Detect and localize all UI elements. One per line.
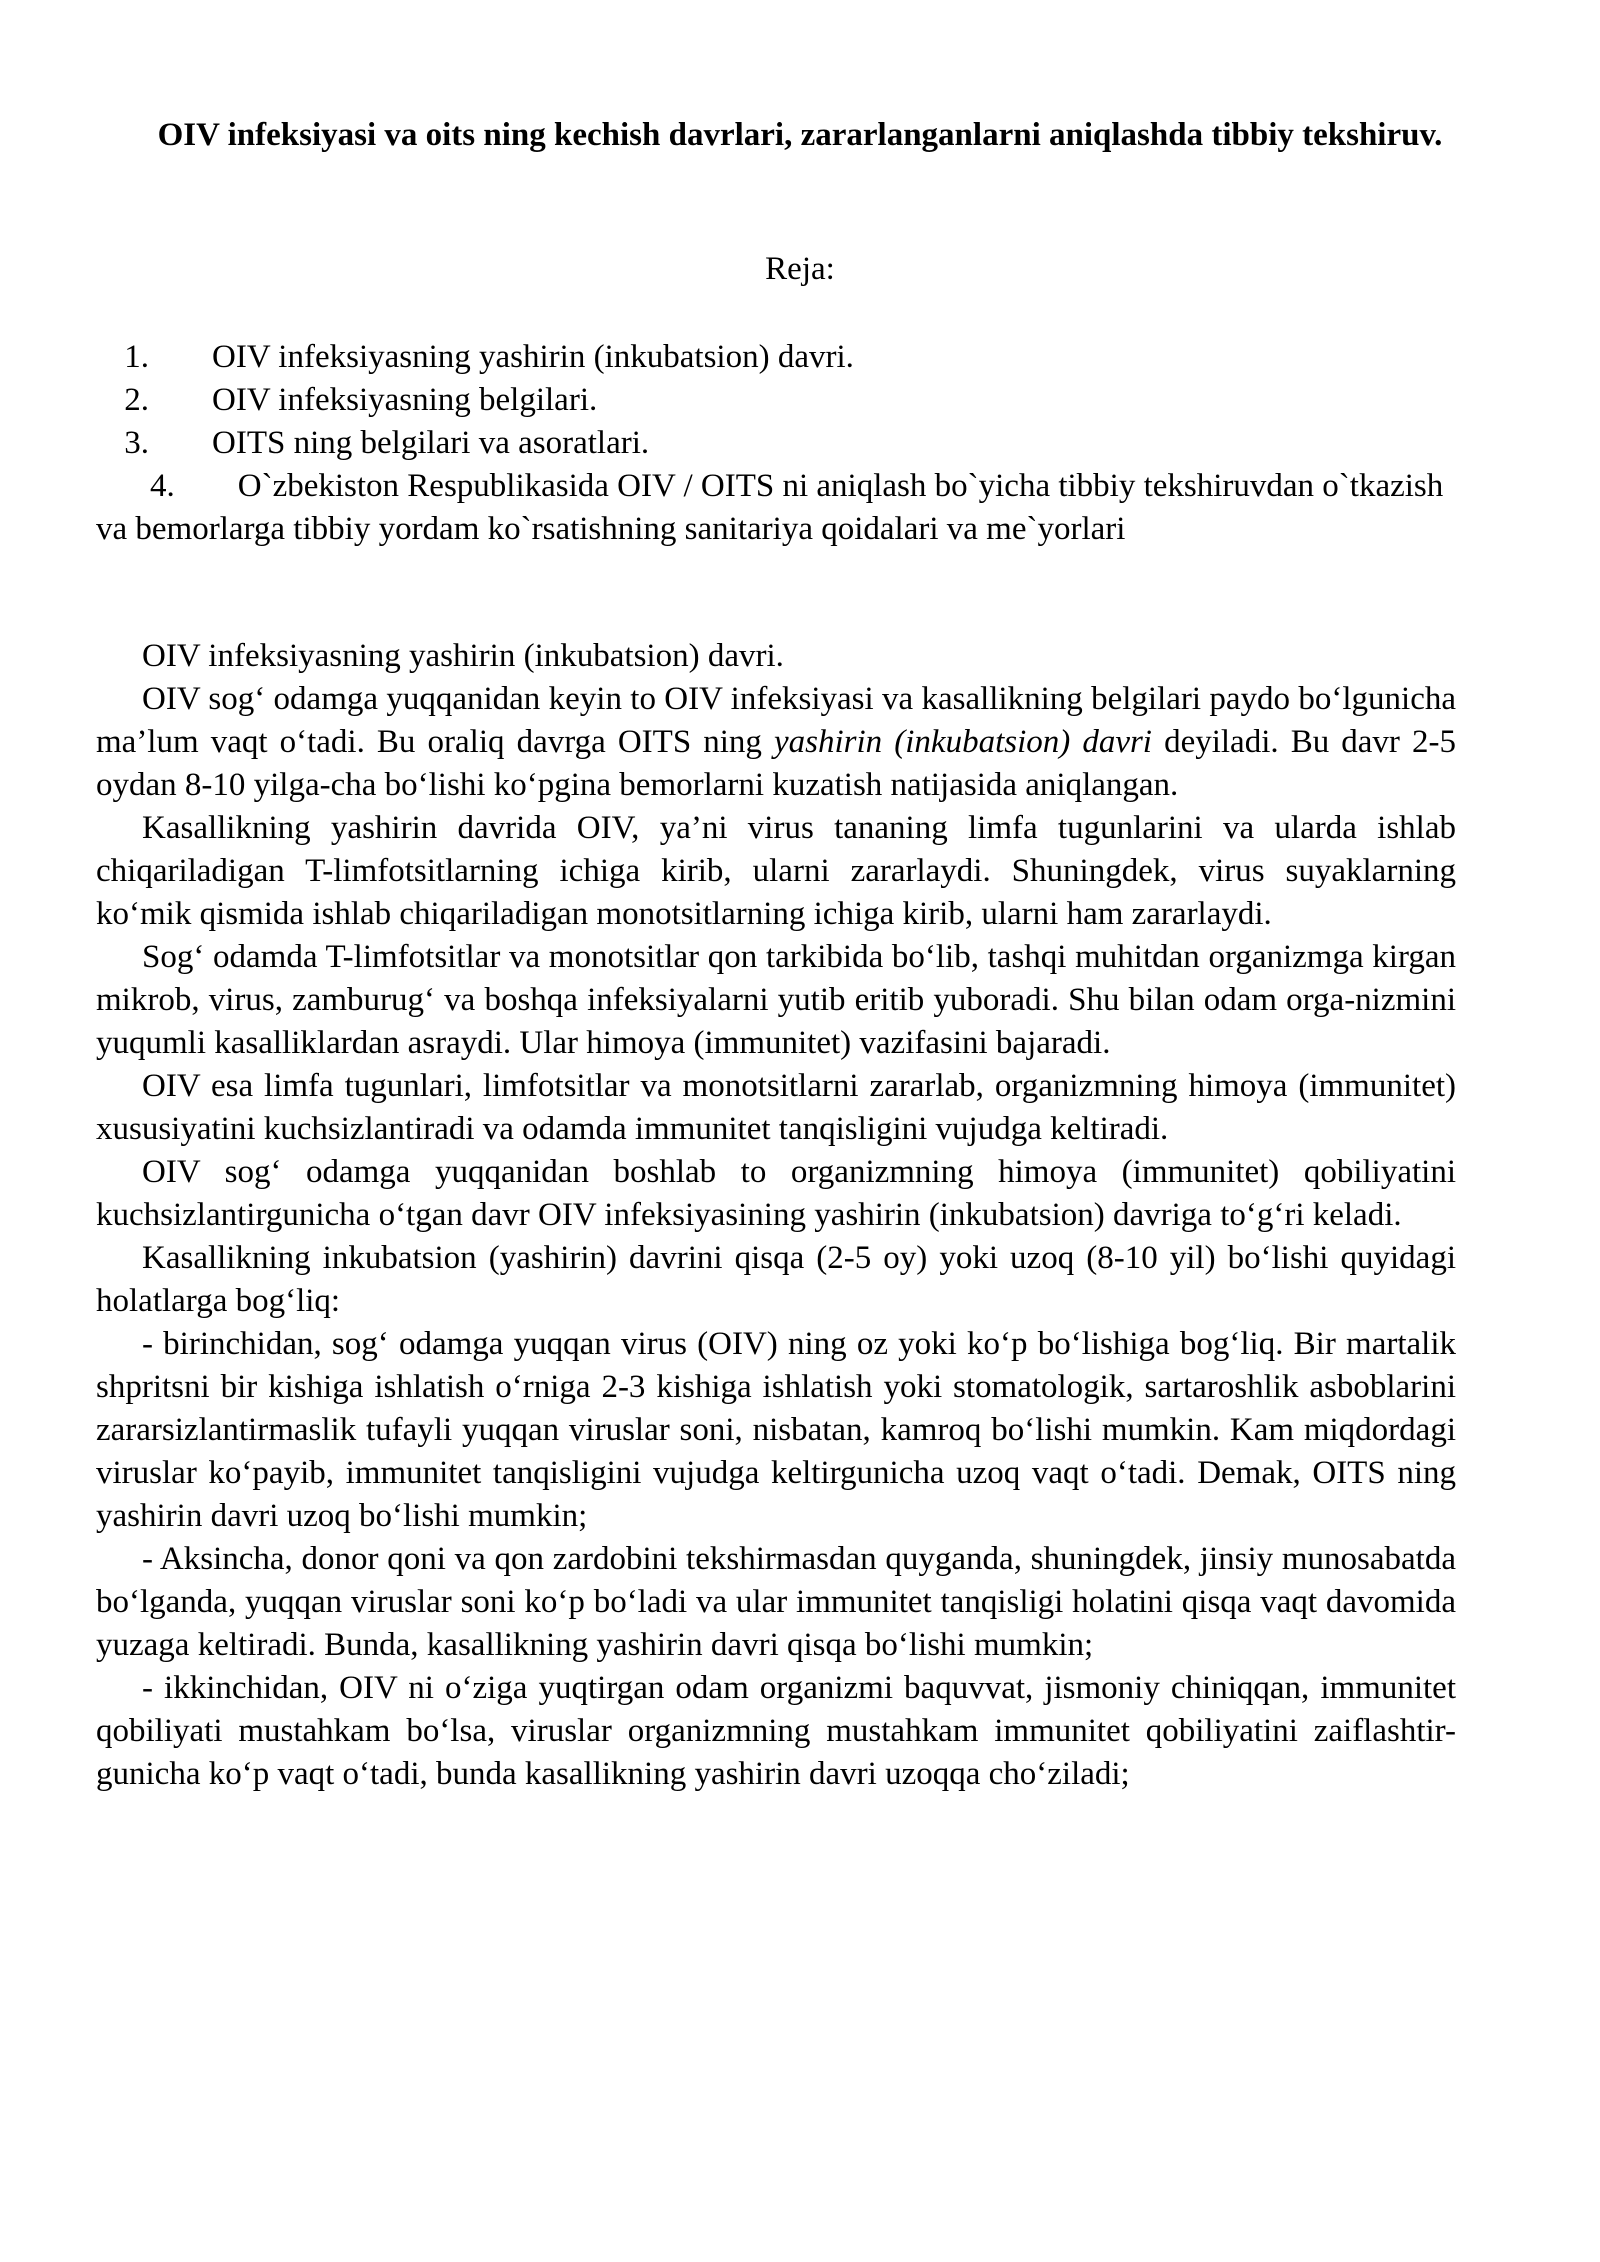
plan-item-number: 4. xyxy=(150,468,175,504)
plan-item-text: OITS ning belgilari va asoratlari. xyxy=(212,425,650,461)
paragraph xyxy=(96,678,1456,807)
paragraph: - birinchidan, sog‘ odamga yuqqan virus (OIV) ning oz yoki ko‘p bo‘lishiga bog‘liq. Bir martalik shpritsni bir kishiga ishlatish o‘rniga 2-3 kishiga ishlatish yoki stomatologik, sartaroshlik asboblarini zararsizlantirmaslik tufayli yuqqan viruslar soni, nisbatan, kamroq bo‘lishi mumkin. Kam miqdordagi viruslar ko‘payib, immunitet tanqisligini vujudga keltirgunicha uzoq vaqt o‘tadi. Demak, OITS ning yashirin davri uzoq bo‘lishi mumkin; xyxy=(96,1326,1456,1534)
paragraph: OIV esa limfa tugunlari, limfotsitlar va monotsitlarni zararlab, organizmning himoya (immunitet) xususiyatini kuchsizlantiradi va odamda immunitet tanqisligini vujudga keltiradi. xyxy=(96,1068,1456,1147)
plan-heading: Reja: xyxy=(765,251,835,287)
plan-item xyxy=(96,336,1456,379)
paragraph-text: OIV sog‘ odamga yuqqanidan keyin to OIV infeksiyasi va kasallikning belgilari paydo bo‘lgunicha ma’lum vaqt o‘tadi. Bu oraliq davrga OITS ning xyxy=(96,681,1456,760)
plan-item-text: O`zbekiston Respublikasida OIV / OITS ni aniqlash bo`yicha tibbiy tekshiruvdan o`tkazish va bemorlarga tibbiy yordam ko`rsatishning sanitariya qoidalari va me`yorlari xyxy=(96,468,1444,547)
plan-item xyxy=(96,422,1456,465)
plan-item-number: 1. xyxy=(124,339,149,375)
plan-item-number: 2. xyxy=(124,382,149,418)
paragraph: - Aksincha, donor qoni va qon zardobini tekshirmasdan quyganda, shuningdek, jinsiy munosabatda bo‘lganda, yuqqan viruslar soni ko‘p bo‘ladi va ular immunitet tanqisligi holatini qisqa vaqt davomida yuzaga keltiradi. Bunda, kasallikning yashirin davri qisqa bo‘lishi mumkin; xyxy=(96,1541,1456,1663)
paragraph-text: deyiladi. Bu davr 2-5 oydan 8-10 yilga-cha bo‘lishi ko‘pgina bemorlarni kuzatish natijasida aniqlangan. xyxy=(96,724,1456,803)
section-heading: OIV infeksiyasning yashirin (inkubatsion) davri. xyxy=(142,638,784,674)
paragraph: Kasallikning yashirin davrida OIV, ya’ni virus tananing limfa tugunlarini va ularda ishlab chiqariladigan T-limfotsitlarning ichiga kirib, ularni zararlaydi. Shuningdek, virus suyaklarning ko‘mik qismida ishlab chiqariladigan monotsitlarning ichiga kirib, ularni ham zararlaydi. xyxy=(96,810,1456,932)
paragraph: Kasallikning inkubatsion (yashirin) davrini qisqa (2-5 oy) yoki uzoq (8-10 yil) bo‘lishi quyidagi holatlarga bog‘liq: xyxy=(96,1240,1456,1319)
paragraph: - ikkinchidan, OIV ni o‘ziga yuqtirgan odam organizmi baquvvat, jismoniy chiniqqan, immunitet qobiliyati mustahkam bo‘lsa, viruslar organizmning mustahkam immunitet qobiliyatini zaiflashtir-gunicha ko‘p vaqt o‘tadi, bunda kasallikning yashirin davri uzoqqa cho‘ziladi; xyxy=(96,1670,1456,1792)
italic-term: yashirin (inkubatsion) davri xyxy=(774,724,1152,760)
paragraph: OIV sog‘ odamga yuqqanidan boshlab to organizmning himoya (immunitet) qobiliyatini kuchsizlantirgunicha o‘tgan davr OIV infeksiyasining yashirin (inkubatsion) davriga to‘g‘ri keladi. xyxy=(96,1154,1456,1233)
plan-list xyxy=(96,336,1456,551)
plan-item-text: OIV infeksiyasning belgilari. xyxy=(212,382,598,418)
document-body xyxy=(96,635,1456,1796)
plan-item xyxy=(96,379,1456,422)
paragraph: Sog‘ odamda T-limfotsitlar va monotsitlar qon tarkibida bo‘lib, tashqi muhitdan organizmga kirgan mikrob, virus, zamburug‘ va boshqa infeksiyalarni yutib eritib yuboradi. Shu bilan odam orga-nizmini yuqumli kasalliklardan asraydi. Ular himoya (immunitet) vazifasini bajaradi. xyxy=(96,939,1456,1061)
document-title: OIV infeksiyasi va oits ning kechish davrlari, zararlanganlarni aniqlashda tibbiy tekshiruv. xyxy=(157,117,1443,153)
plan-item-number: 3. xyxy=(124,425,149,461)
plan-item-text: OIV infeksiyasning yashirin (inkubatsion) davri. xyxy=(212,339,854,375)
plan-item xyxy=(96,465,1456,551)
